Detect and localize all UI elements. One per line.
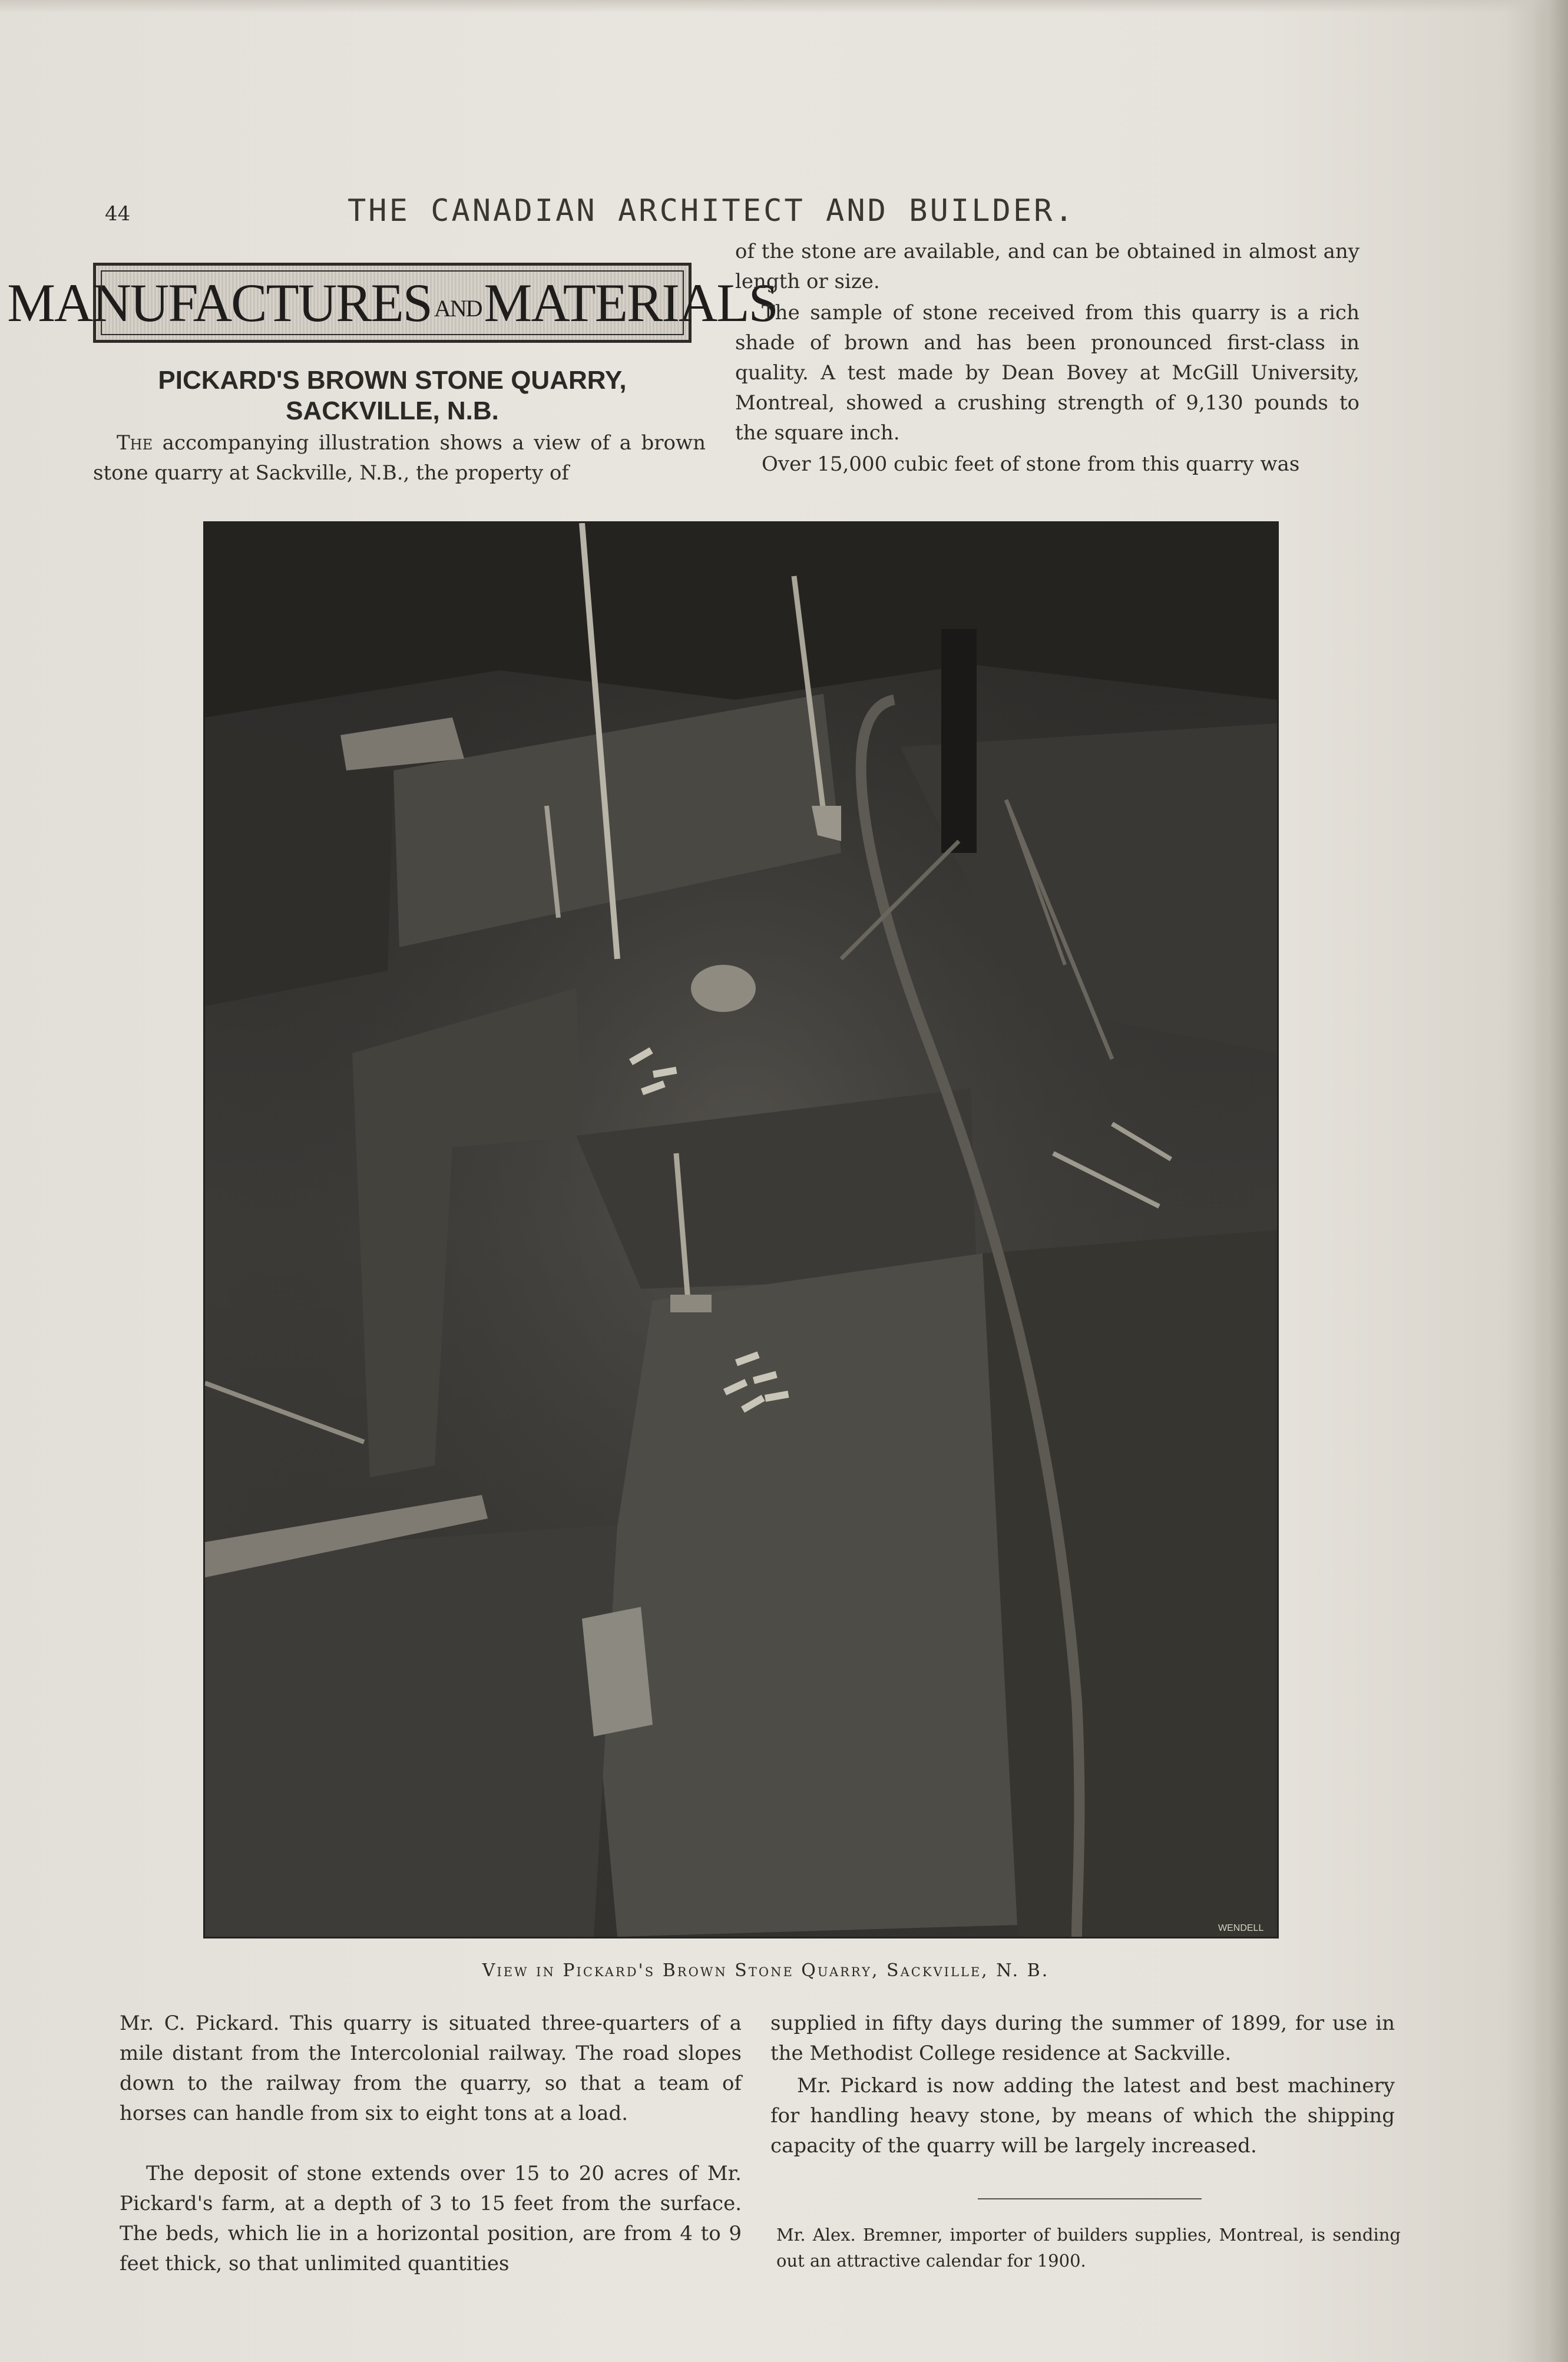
masthead-word-and: AND [434, 295, 482, 322]
intro-text: accompanying illustration shows a view of a brown stone quarry at Sackville, N.B., the property of [93, 431, 706, 485]
section-masthead [7, 263, 778, 343]
quarry-photograph [203, 521, 1279, 1938]
masthead-word-manufactures: MANUFACTURES [7, 273, 432, 333]
running-head: THE CANADIAN ARCHITECT AND BUILDER. [348, 193, 1076, 229]
photo-signature: WENDELL [1218, 1923, 1264, 1933]
column2-bottom-paragraph-2: Mr. Pickard is now adding the latest and best machinery for handling heavy stone, by means of which the shipping capacity of the quarry will be largely increased. [770, 2074, 1395, 2158]
column2-top-paragraph-3: Over 15,000 cubic feet of stone from this quarry was [762, 452, 1300, 476]
column1-bottom-paragraph-1: Mr. C. Pickard. This quarry is situated three-quarters of a mile distant from the Intercolonial railway. The road slopes down to the railway from the quarry, so that a team of horses can handle from six to eight tons at a load. [120, 2012, 742, 2125]
intro-lead-word: The [117, 431, 153, 455]
photo-caption: View in Pickard's Brown Stone Quarry, Sackville, N. B. [482, 1960, 1050, 1981]
section-masthead-text [7, 273, 778, 333]
column2-top-paragraph-2: The sample of stone received from this quarry is a rich shade of brown and has been pronounced first-class in quality. A test made by Dean Bovey at McGill University, Montreal, showed a crushing strength of 9,130 pounds to the square inch. [735, 301, 1359, 445]
page-top-shadow [0, 0, 1568, 13]
page-gutter-shadow [1533, 0, 1568, 2362]
column1-bottom-paragraph-2: The deposit of stone extends over 15 to 20 acres of Mr. Pickard's farm, at a depth of 3 to 15 feet from the surface. The beds, which lie in a horizontal position, are from 4 to 9 feet thick, so that unlimited quantities [120, 2162, 742, 2275]
article-title-line-2: SACKVILLE, N.B. [286, 396, 499, 425]
article-title [93, 365, 692, 426]
intro-paragraph [93, 428, 706, 488]
page-number: 44 [105, 202, 131, 226]
masthead-word-materials: MATERIALS [484, 273, 778, 333]
bremner-notice: Mr. Alex. Bremner, importer of builders supplies, Montreal, is sending out an attractive calendar for 1900. [776, 2225, 1401, 2271]
column2-bottom-paragraph-1: supplied in fifty days during the summer of 1899, for use in the Methodist College residence at Sackville. [770, 2012, 1395, 2065]
article-title-line-1: PICKARD'S BROWN STONE QUARRY, [158, 366, 627, 395]
column2-top-paragraph-1: of the stone are available, and can be obtained in almost any length or size. [735, 240, 1359, 293]
section-divider [978, 2198, 1202, 2199]
